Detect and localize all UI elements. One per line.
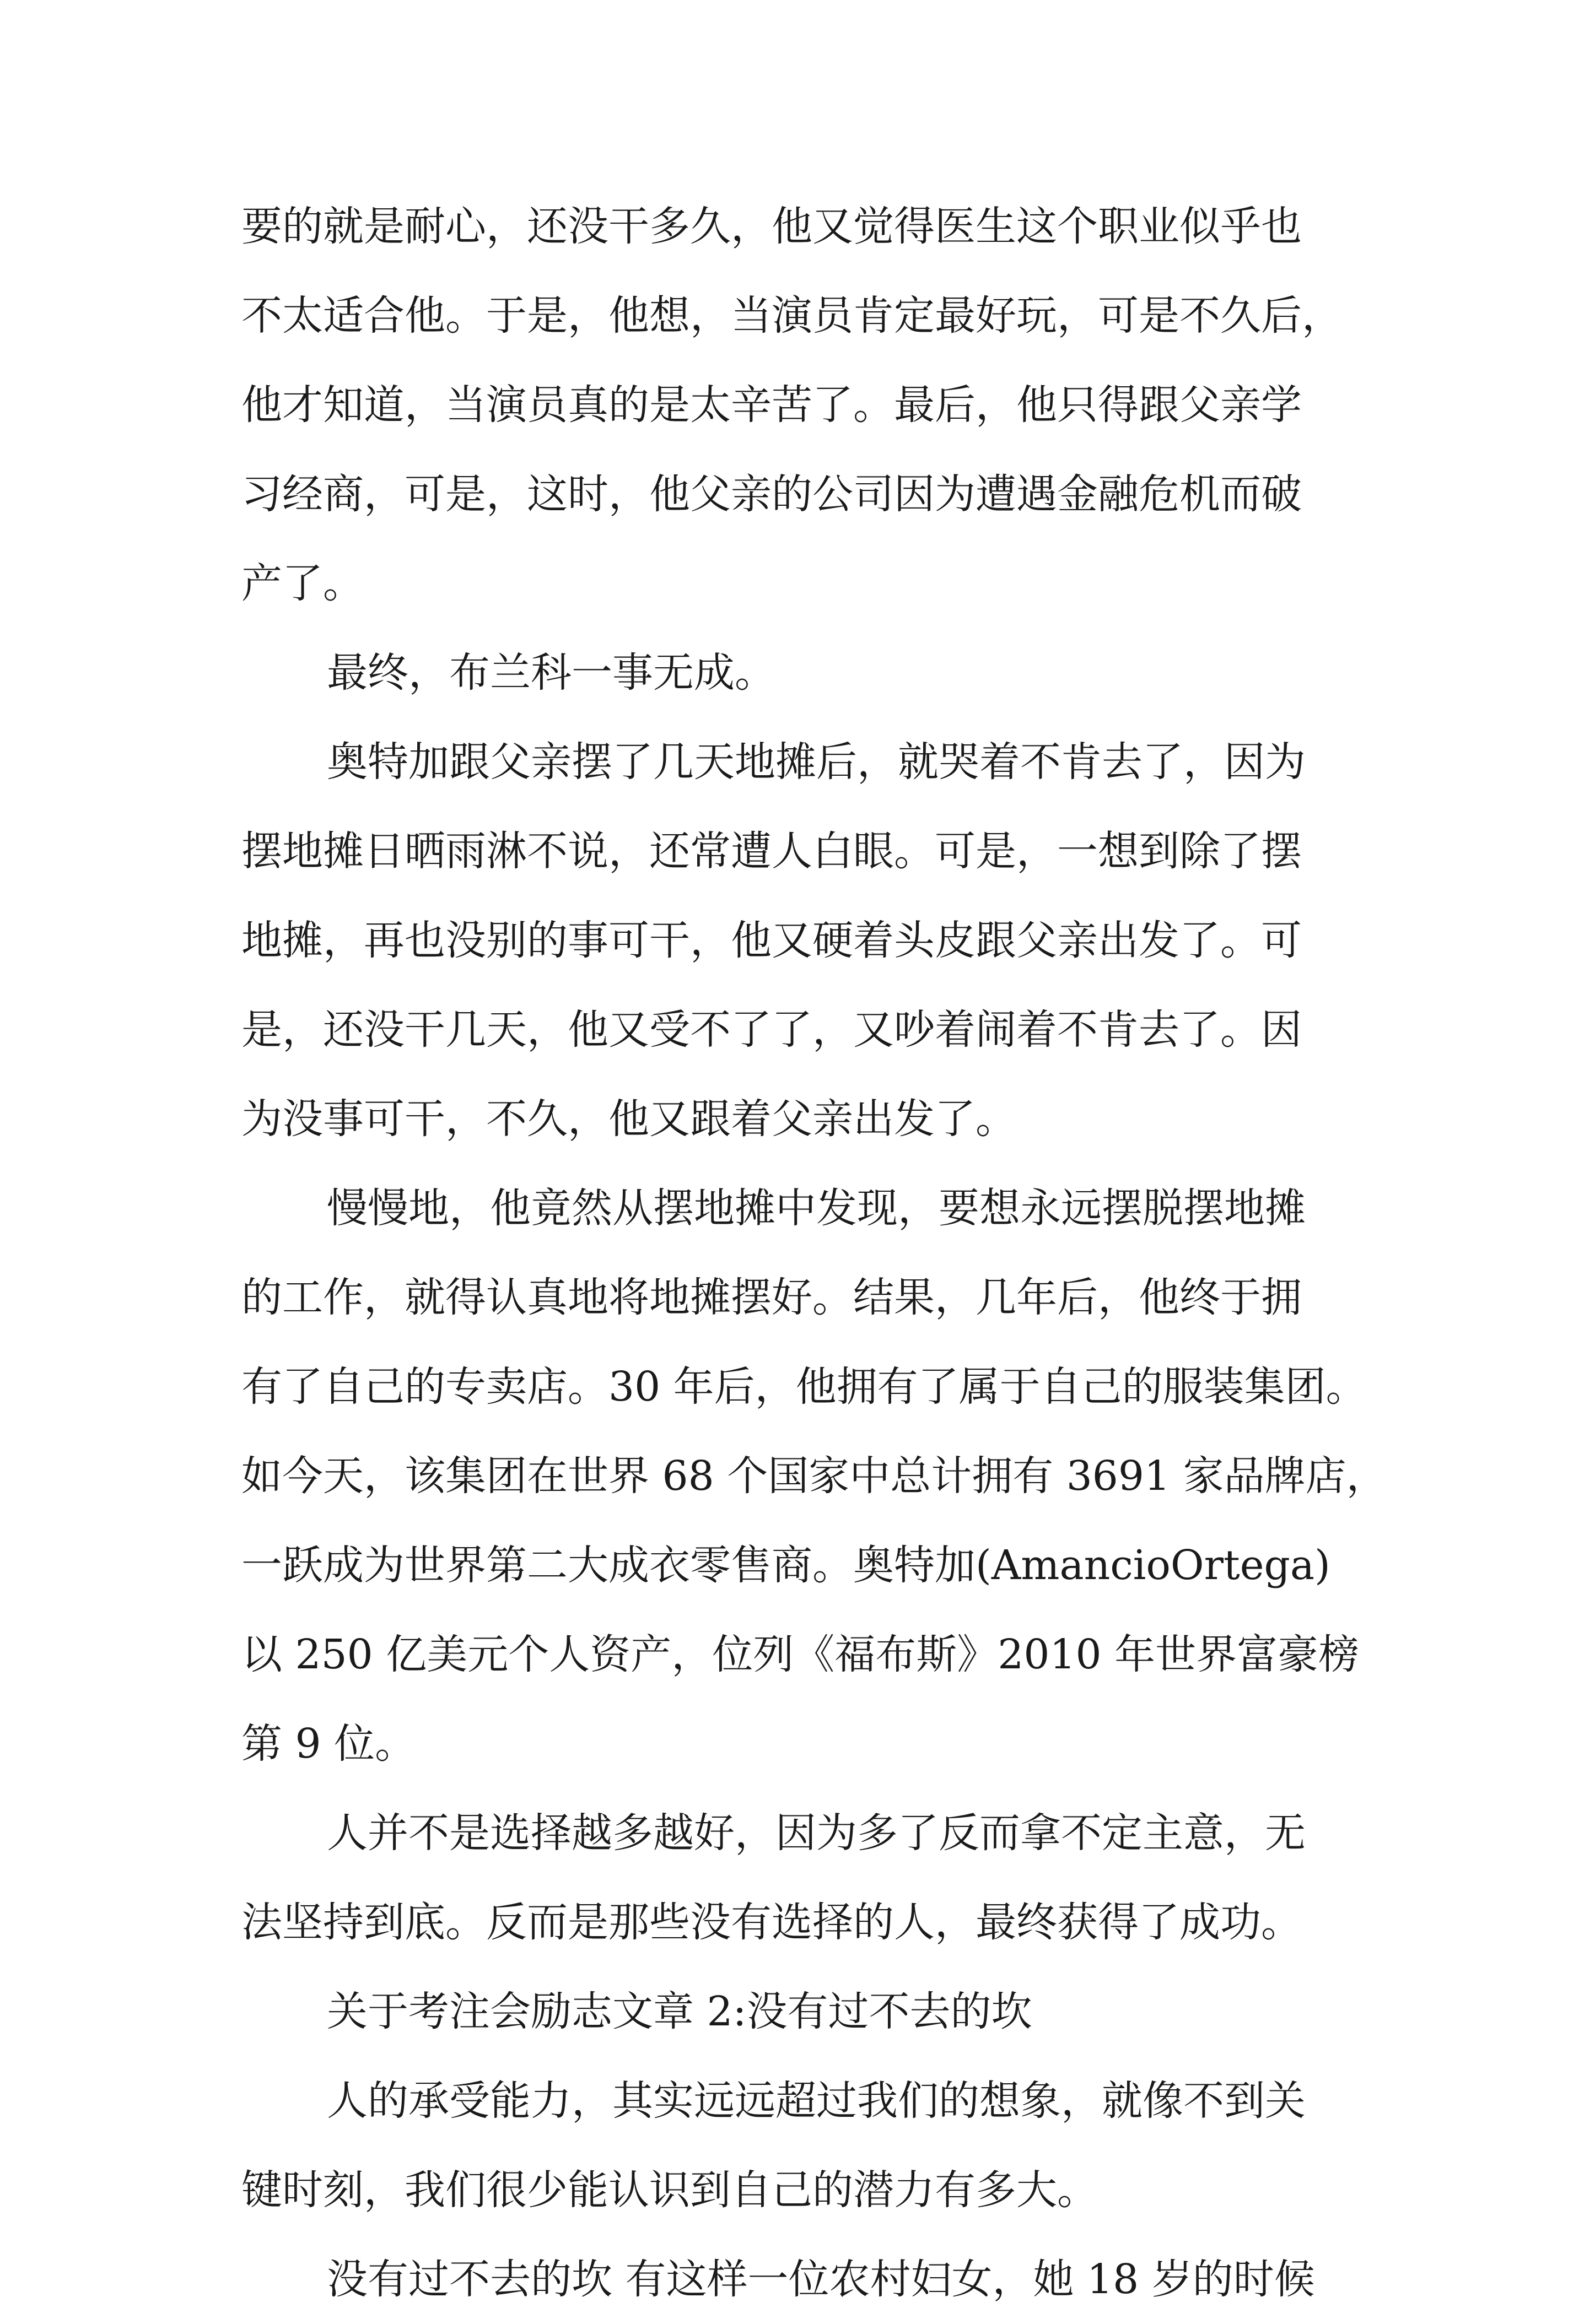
text-line: 是，还没干几天，他又受不了了，又吵着闹着不肯去了。因 [241, 1006, 1302, 1053]
text-line: 慢慢地，他竟然从摆地摊中发现，要想永远摆脱摆地摊 [327, 1185, 1306, 1232]
text-line: 有了自己的专卖店。30 年后，他拥有了属于自己的服装集团。 [241, 1363, 1367, 1410]
text-line: 奥特加跟父亲摆了几天地摊后，就哭着不肯去了，因为 [327, 738, 1306, 786]
text-line: 不太适合他。于是，他想，当演员肯定最好玩，可是不久后， [241, 292, 1343, 339]
text-line: 一跃成为世界第二大成衣零售商。奥特加(AmancioOrtega) [241, 1542, 1330, 1589]
text-line: 没有过不去的坎 有这样一位农村妇女，她 18 岁的时候 [327, 2256, 1315, 2303]
text-line: 习经商，可是，这时，他父亲的公司因为遭遇金融危机而破 [241, 471, 1302, 518]
text-line: 法坚持到底。反而是那些没有选择的人，最终获得了成功。 [241, 1899, 1302, 1946]
text-line: 人的承受能力，其实远远超过我们的想象，就像不到关 [327, 2077, 1306, 2125]
text-line: 产了。 [241, 560, 364, 607]
document-body [241, 182, 1387, 2324]
text-line: 关于考注会励志文章 2:没有过不去的坎 [327, 1988, 1032, 2035]
text-line: 最终，布兰科一事无成。 [327, 649, 775, 696]
text-line: 他才知道，当演员真的是太辛苦了。最后，他只得跟父亲学 [241, 381, 1302, 429]
text-line: 以 250 亿美元个人资产，位列《福布斯》2010 年世界富豪榜 [241, 1631, 1360, 1678]
text-line: 地摊，再也没别的事可干，他又硬着头皮跟父亲出发了。可 [241, 917, 1302, 964]
text-line: 人并不是选择越多越好，因为多了反而拿不定主意，无 [327, 1809, 1306, 1857]
text-line: 要的就是耐心，还没干多久，他又觉得医生这个职业似乎也 [241, 203, 1302, 250]
text-line: 为没事可干，不久，他又跟着父亲出发了。 [241, 1095, 1016, 1143]
text-line: 如今天，该集团在世界 68 个国家中总计拥有 3691 家品牌店， [241, 1452, 1387, 1500]
text-line: 摆地摊日晒雨淋不说，还常遭人白眼。可是，一想到除了摆 [241, 828, 1302, 875]
text-line: 第 9 位。 [241, 1720, 416, 1768]
text-line: 键时刻，我们很少能认识到自己的潜力有多大。 [241, 2166, 1098, 2214]
text-line: 的工作，就得认真地将地摊摆好。结果，几年后，他终于拥 [241, 1274, 1302, 1321]
